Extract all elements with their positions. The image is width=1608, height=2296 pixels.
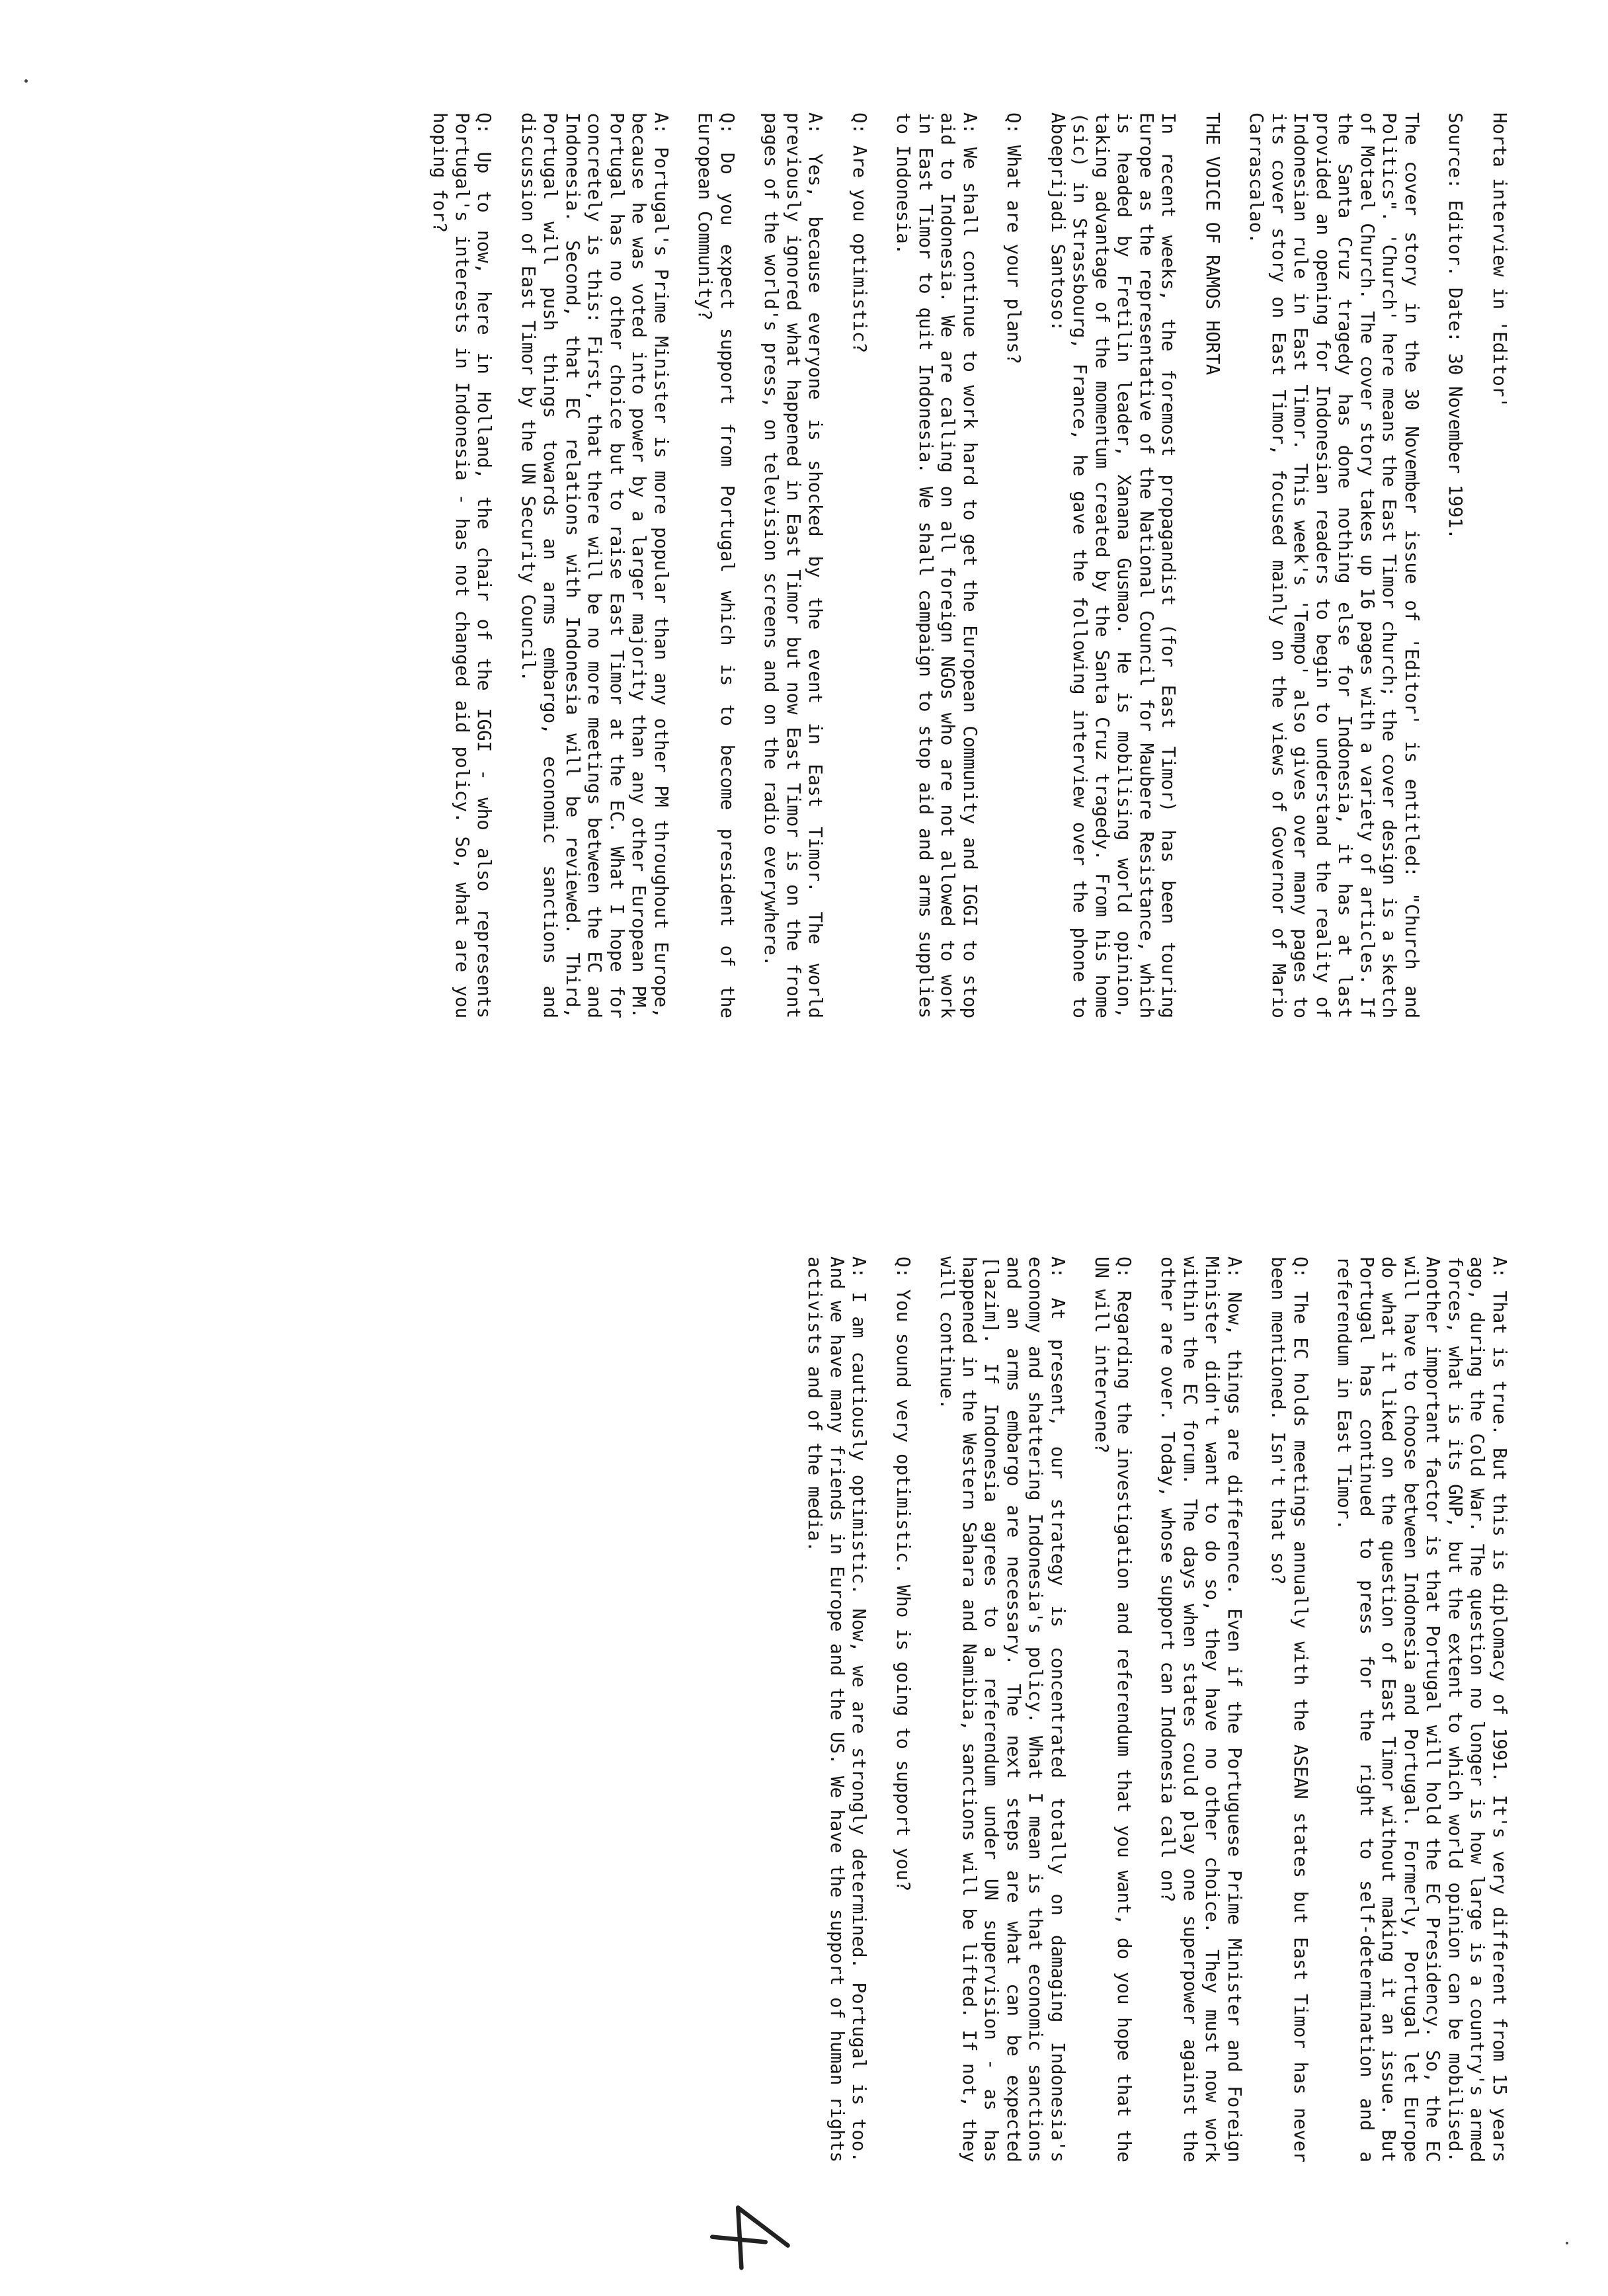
qa-paragraph: A: We shall continue to work hard to get the European Community and IGGI to stop aid to Indonesia. We are calling on all foreign NGOs who are not allowed to work in East Timor to quit Indonesia. We shall campaign to stop aid and arms supplies to Indonesia. bbox=[893, 112, 981, 1018]
scan-speck bbox=[24, 79, 28, 83]
qa-paragraph: Q: Up to now, here in Holland, the chair of the IGGI - who also represents Portugal's interests in Indonesia - has not changed aid policy. So, what are you hoping for? bbox=[429, 112, 495, 1018]
qa-paragraph: A: Portugal's Prime Minister is more popular than any other PM throughout Europe, because he was voted into power by a larger majority than any other European PM. Portugal has no other choice but to raise East Timor at the EC. What I hope for concretely is this: First, that there will be no more meetings between the EC and Indonesia. Second, that EC relations with Indonesia will be reviewed. Third, Portugal will push things towards an arms embargo, economic sanctions and discussion of East Timor by the UN Security Council. bbox=[518, 112, 672, 1018]
intro-paragraph: The cover story in the 30 November issue of 'Editor' is entitled: "Church and Politics". 'Church' here means the East Timor church; the cover design is a sketch of Motael Church. The cover story takes up 16 pages with a variety of articles. If the Santa Cruz tragedy has done nothing else for Indonesia, it has at last provided an opening for Indonesian readers to begin to understand the reality of Indonesian rule in East Timor. This week's 'Tempo' also gives over many pages to its cover story on East Timor, focused mainly on the views of Governor of Mario Carrascalao. bbox=[1246, 112, 1422, 1018]
qa-paragraph: Q: Are you optimistic? bbox=[849, 112, 870, 354]
qa-paragraph: A: I am cautiously optimistic. Now, we are strongly determined. Portugal is too. And we have many friends in Europe and the US. We have the support of human rights activists and of the media. bbox=[804, 1256, 870, 2162]
qa-paragraph: Q: What are your plans? bbox=[1003, 112, 1025, 364]
qa-paragraph: A: Now, things are difference. Even if the Portuguese Prime Minister and Foreign Minister didn't want to do so, they have no other choice. They must now work within the EC forum. The days when states could play one superpower against the other are over. Today, whose support can Indonesia call on? bbox=[1157, 1256, 1245, 2162]
section-intro-paragraph: In recent weeks, the foremost propagandist (for East Timor) has been touring Europe as the representative of the National Council for Maubere Resistance, which is headed by Fretilin leader, Xanana Gusmao. He is mobilising world opinion, taking advantage of the momentum created by the Santa Cruz tragedy. From his home (sic) in Strassbourg, France, he gave the following interview over the phone to Aboeprijadi Santoso: bbox=[1047, 112, 1180, 1018]
right-column bbox=[782, 1256, 1510, 2162]
section-heading: THE VOICE OF RAMOS HORTA bbox=[1202, 112, 1223, 376]
source-line: Source: Editor. Date: 30 November 1991. bbox=[1445, 112, 1467, 540]
qa-paragraph: Q: The EC holds meetings annually with the ASEAN states but East Timor has never been mentioned. Isn't that so? bbox=[1267, 1256, 1311, 2162]
qa-paragraph: Q: Regarding the investigation and referendum that you want, do you hope that the UN will intervene? bbox=[1091, 1256, 1135, 2162]
left-column bbox=[407, 112, 1510, 1018]
scan-speck bbox=[1566, 2242, 1568, 2244]
handwritten-page-number bbox=[709, 2192, 795, 2278]
document-title: Horta interview in 'Editor' bbox=[1489, 112, 1510, 409]
qa-paragraph: Q: You sound very optimistic. Who is going to support you? bbox=[893, 1256, 914, 1892]
qa-paragraph: A: Yes, because everyone is shocked by the event in East Timor. The world previously ignored what happened in East Timor but now East Timor is on the front pages of the world's press, on television screens and on the radio everywhere. bbox=[760, 112, 826, 1018]
qa-paragraph: Q: Do you expect support from Portugal which is to become president of the European Community? bbox=[694, 112, 738, 1018]
qa-paragraph: A: At present, our strategy is concentrated totally on damaging Indonesia's economy and shattering Indonesia's policy. What I mean is that economic sanctions and an arms embargo are necessary. The next steps are what can be expected [lazim]. If Indonesia agrees to a referendum under UN supervision - as has happened in the Western Sahara and Namibia, sanctions will be lifted. If not, they will continue. bbox=[936, 1256, 1068, 2162]
qa-paragraph: A: That is true. But this is diplomacy of 1991. It's very different from 15 years ago, during the Cold War. The question no longer is how large is a country's armed forces, what is its GNP, but the extent to which world opinion can be mobilised. Another important factor is that Portugal will hold the EC Presidency. So, the EC will have to choose between Indonesia and Portugal. Formerly, Portugal let Europe do what it liked on the question of East Timor without making it an issue. But Portugal has continued to press for the right to self-determination and a referendum in East Timor. bbox=[1334, 1256, 1510, 2162]
